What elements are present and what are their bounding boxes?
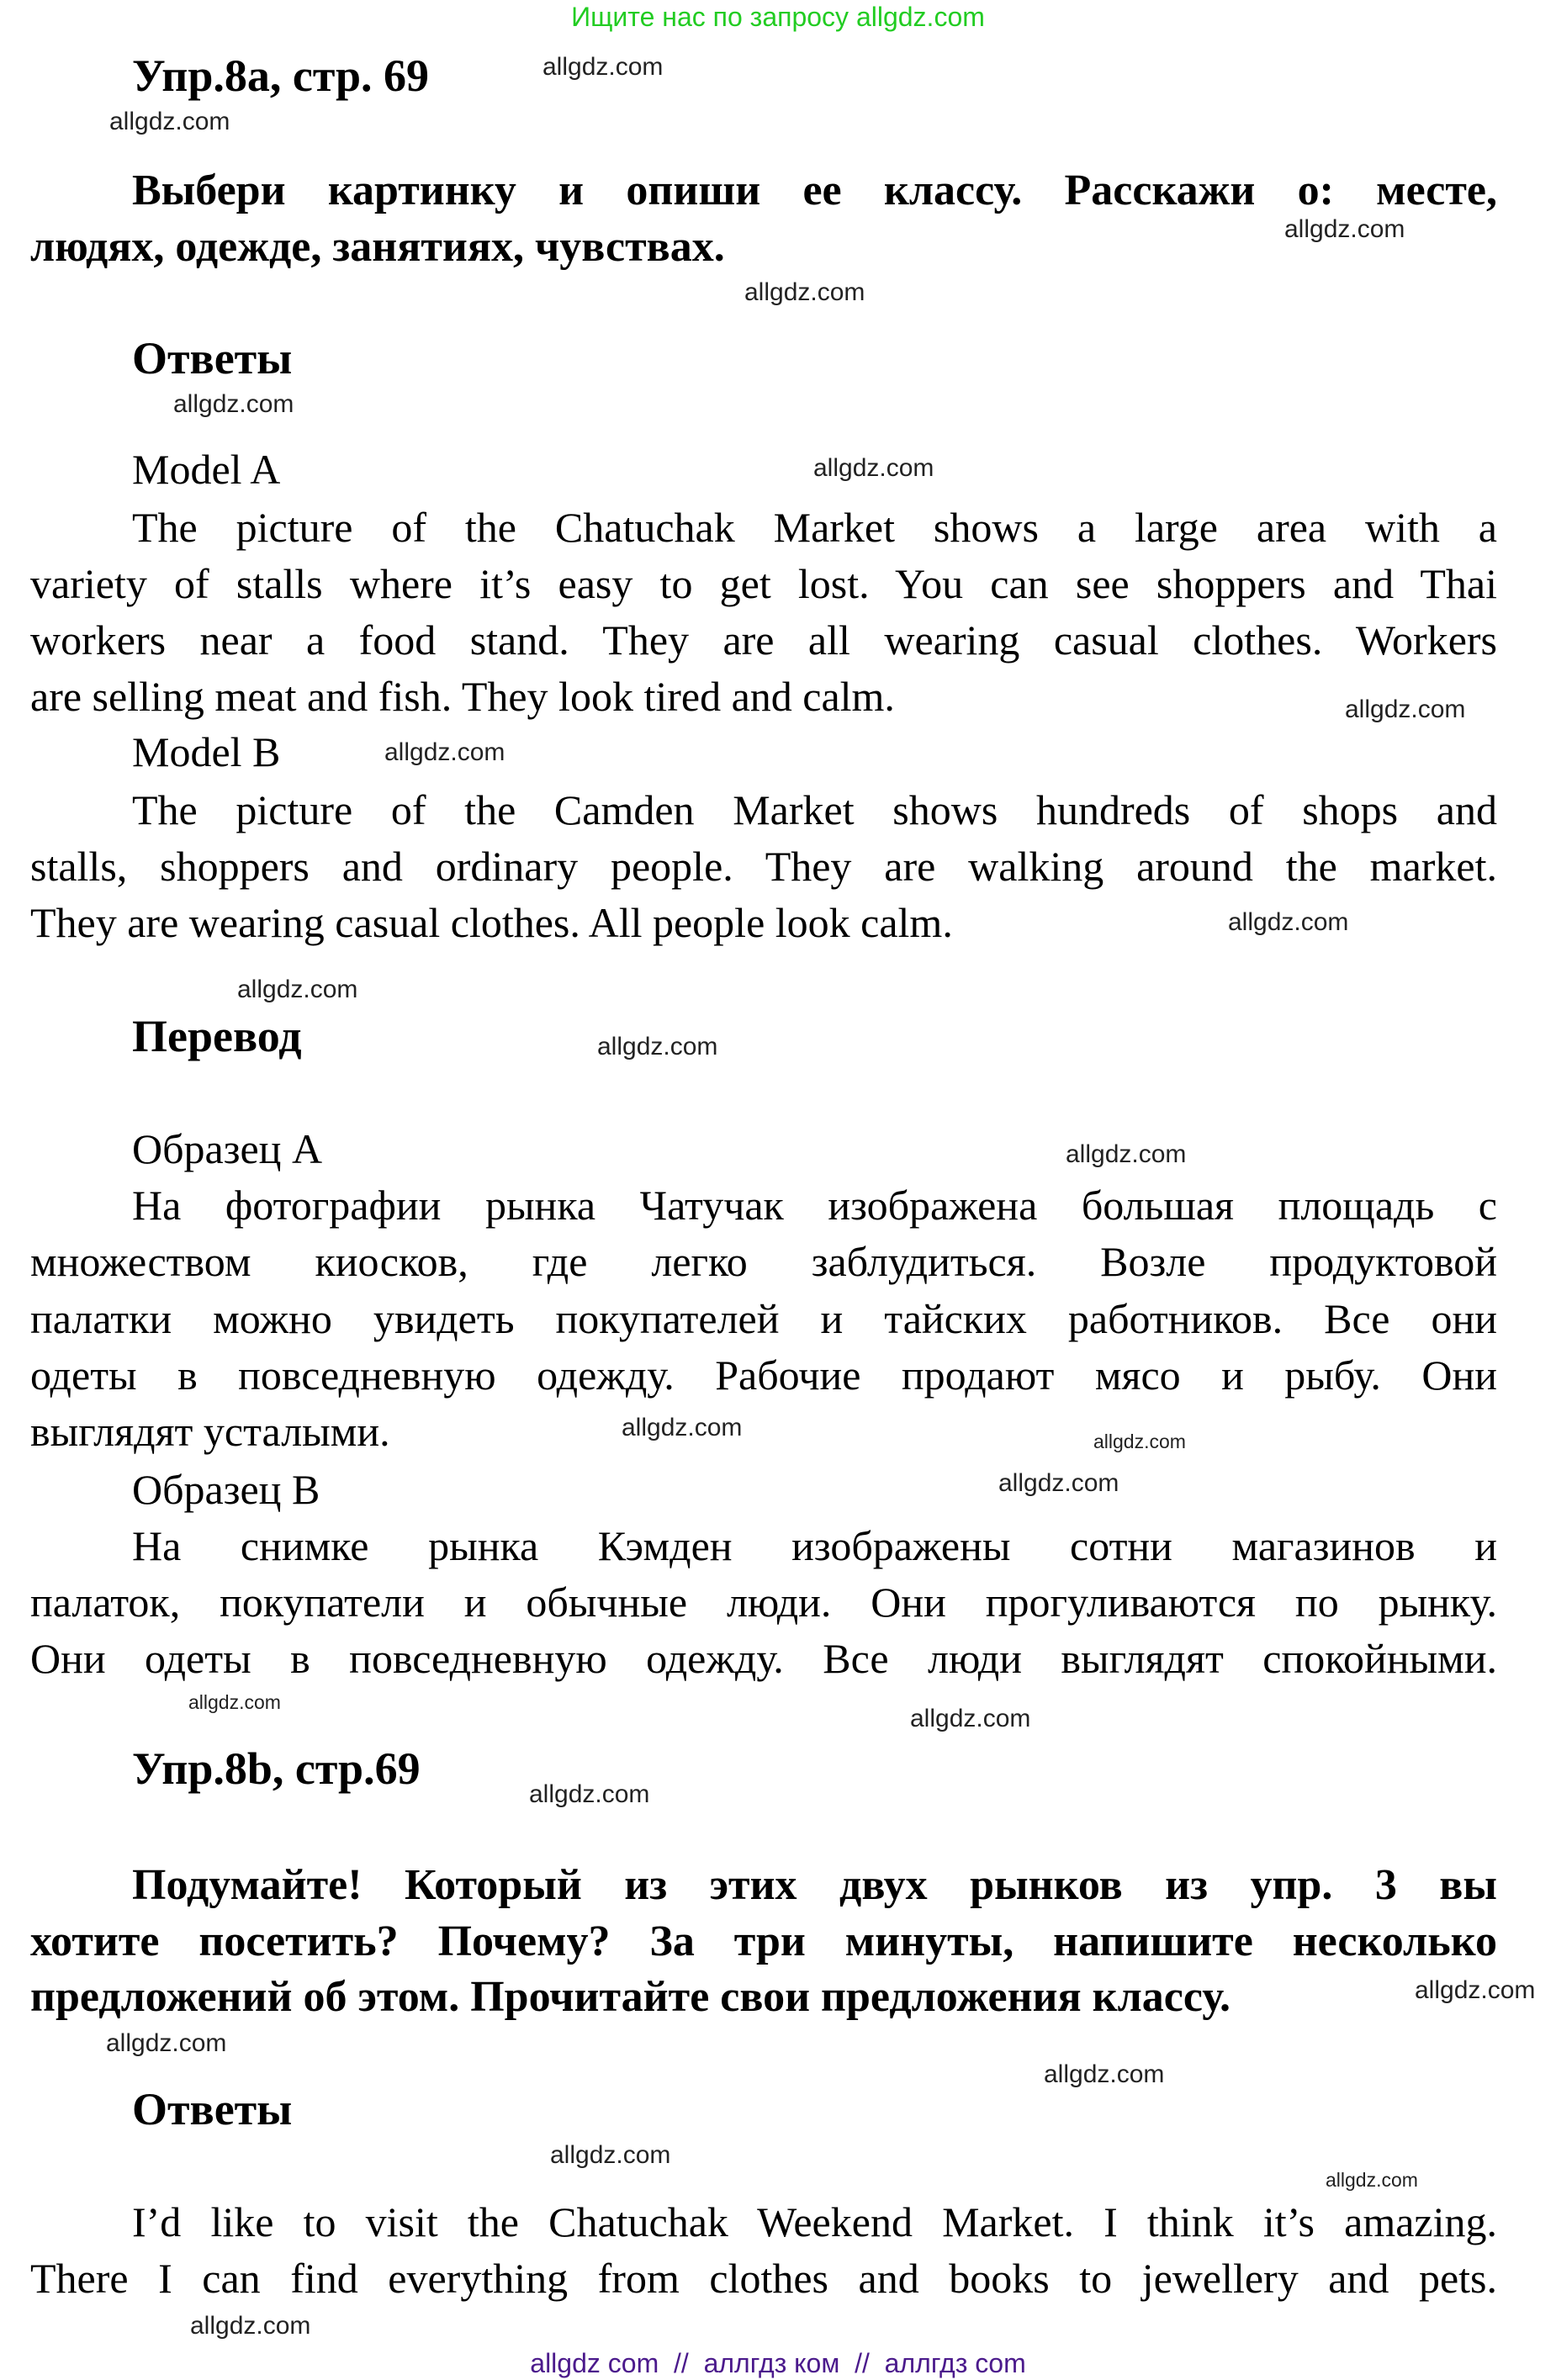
watermark: allgdz.com xyxy=(910,1705,1031,1732)
model-b-label: Model B xyxy=(132,728,281,775)
paragraph-line: workers near a food stand. They are all wearing casual clothes. Workers xyxy=(30,616,1497,664)
paragraph-line: The picture of the Camden Market shows hundreds of shops and xyxy=(132,786,1497,833)
watermark: allgdz.com xyxy=(813,454,934,482)
paragraph-line: палаток, покупатели и обычные люди. Они прогуливаются по рынку. xyxy=(30,1579,1497,1626)
watermark: allgdz.com xyxy=(173,390,294,418)
watermark: allgdz.com xyxy=(1415,1976,1536,2004)
paragraph-line: I’d like to visit the Chatuchak Weekend Market. I think it’s amazing. xyxy=(132,2198,1497,2245)
watermark: allgdz.com xyxy=(106,2029,227,2057)
watermark: allgdz.com xyxy=(998,1469,1119,1497)
footer-links: allgdz com // аллгдз ком // аллгдз com xyxy=(530,2348,1026,2378)
model-a-label: Model A xyxy=(132,446,281,493)
watermark: allgdz.com xyxy=(744,278,865,306)
watermark: allgdz.com xyxy=(550,2141,671,2169)
watermark: allgdz.com xyxy=(384,738,505,766)
watermark: allgdz.com xyxy=(1284,215,1405,243)
paragraph-line: множеством киосков, где легко заблудиться. Возле продуктовой xyxy=(30,1238,1497,1285)
task-line: Выбери картинку и опиши ее классу. Расскажи о: месте, xyxy=(132,167,1497,214)
watermark: allgdz.com xyxy=(109,108,230,135)
task-line: хотите посетить? Почему? За три минуты, напишите несколько xyxy=(30,1917,1497,1965)
exercise-8b-title: Упр.8b, стр.69 xyxy=(132,1743,421,1794)
task-line: Подумайте! Который из этих двух рынков из упр. 3 вы xyxy=(132,1861,1497,1909)
task-line: предложений об этом. Прочитайте свои предложения классу. xyxy=(30,1973,1231,2021)
paragraph-line: are selling meat and fish. They look tired and calm. xyxy=(30,673,895,720)
watermark: allgdz.com xyxy=(1228,908,1349,936)
watermark: allgdz.com xyxy=(1093,1431,1186,1452)
watermark: allgdz.com xyxy=(1326,2169,1418,2191)
watermark: allgdz.com xyxy=(529,1780,650,1808)
paragraph-line: variety of stalls where it’s easy to get lost. You can see shoppers and Thai xyxy=(30,560,1497,607)
watermark: allgdz.com xyxy=(622,1414,743,1441)
watermark: allgdz.com xyxy=(1345,695,1466,723)
paragraph-line: На фотографии рынка Чатучак изображена большая площадь с xyxy=(132,1182,1497,1229)
answers-heading: Ответы xyxy=(132,333,293,383)
watermark: allgdz.com xyxy=(237,976,358,1003)
search-banner: Ищите нас по запросу allgdz.com xyxy=(571,2,985,32)
paragraph-line: выглядят усталыми. xyxy=(30,1408,390,1455)
paragraph-line: На снимке рынка Кэмден изображены сотни магазинов и xyxy=(132,1522,1497,1569)
paragraph-line: There I can find everything from clothes and books to jewellery and pets. xyxy=(30,2255,1497,2302)
watermark: allgdz.com xyxy=(1066,1140,1187,1168)
paragraph-line: Они одеты в повседневную одежду. Все люди выглядят спокойными. xyxy=(30,1635,1497,1682)
watermark: allgdz.com xyxy=(1044,2060,1165,2088)
watermark: allgdz.com xyxy=(190,2312,311,2340)
sample-b-label: Образец B xyxy=(132,1466,320,1513)
paragraph-line: одеты в повседневную одежду. Рабочие продают мясо и рыбу. Они xyxy=(30,1351,1497,1399)
watermark: allgdz.com xyxy=(542,53,664,81)
task-line: людях, одежде, занятиях, чувствах. xyxy=(30,223,725,271)
watermark: allgdz.com xyxy=(188,1691,281,1713)
exercise-8a-title: Упр.8a, стр. 69 xyxy=(132,50,430,101)
translation-heading: Перевод xyxy=(132,1011,302,1061)
paragraph-line: The picture of the Chatuchak Market shows a large area with a xyxy=(132,504,1497,551)
sample-a-label: Образец A xyxy=(132,1125,323,1172)
paragraph-line: палатки можно увидеть покупателей и тайских работников. Все они xyxy=(30,1295,1497,1342)
paragraph-line: They are wearing casual clothes. All people look calm. xyxy=(30,899,953,946)
watermark: allgdz.com xyxy=(597,1033,718,1060)
paragraph-line: stalls, shoppers and ordinary people. They are walking around the market. xyxy=(30,843,1497,890)
answers-heading: Ответы xyxy=(132,2084,293,2134)
